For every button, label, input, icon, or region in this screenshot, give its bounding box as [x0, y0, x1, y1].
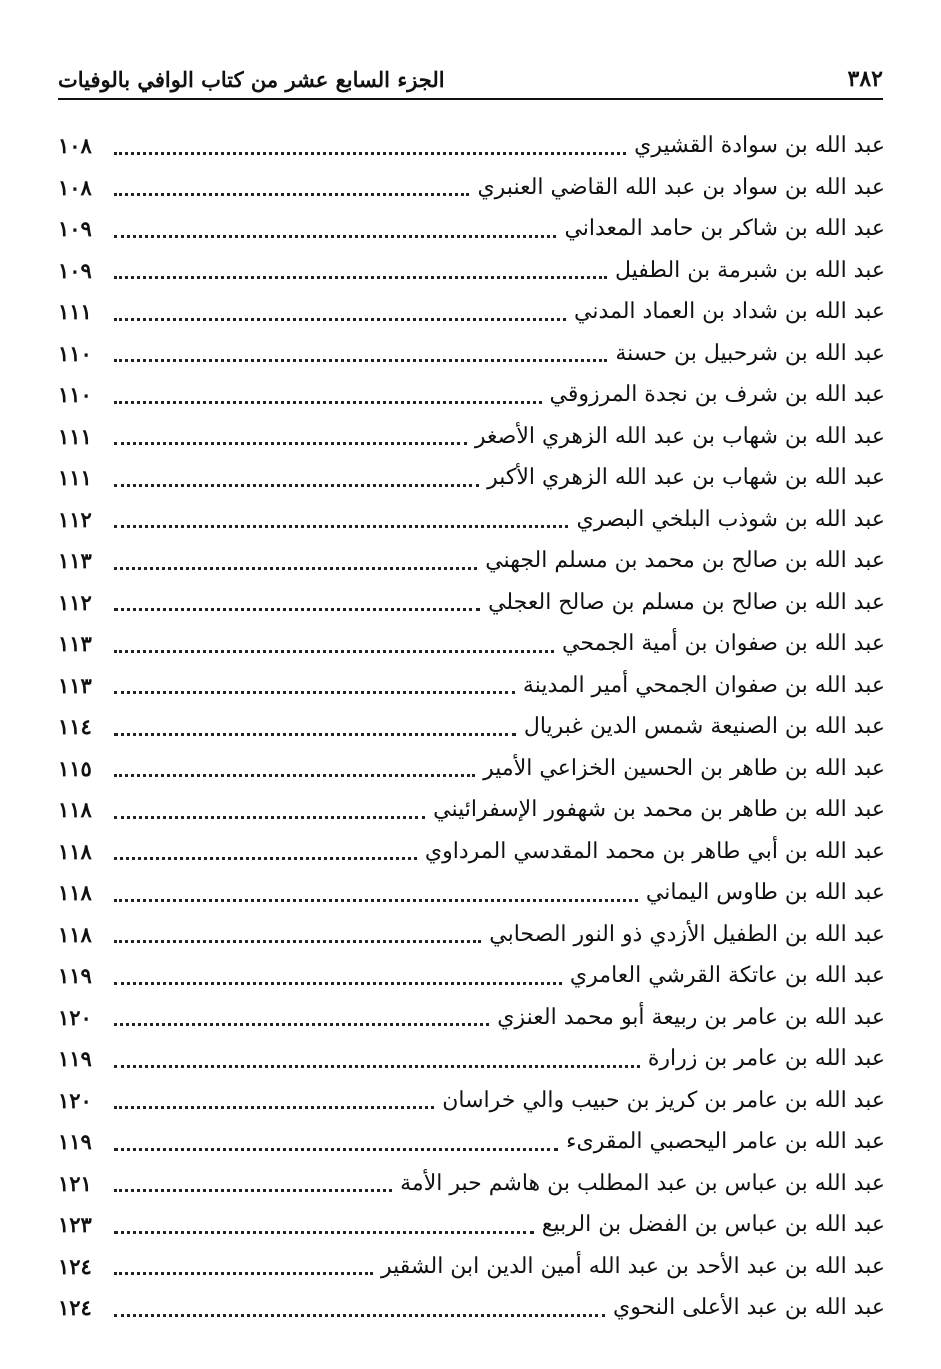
- entry-page-number: ١١٩: [58, 963, 92, 989]
- page-number: ٣٨٢: [847, 66, 883, 92]
- dot-leader: [114, 192, 469, 196]
- index-entry: [58, 1287, 885, 1329]
- entry-page-number: ١١٩: [58, 1046, 92, 1072]
- entry-title: عبد الله بن عباس بن الفضل بن الربيع: [541, 1212, 885, 1238]
- entry-page-number: ١١٥: [58, 755, 92, 781]
- entry-title: عبد الله بن طاهر بن الحسين الخزاعي الأمير: [483, 755, 885, 781]
- entry-page-number: ١٢٠: [58, 1087, 92, 1113]
- index-entry: [58, 872, 885, 914]
- entry-page-number: ١١٨: [58, 921, 92, 947]
- index-entry: [58, 333, 885, 375]
- entry-page-number: ١١١: [58, 299, 92, 325]
- index-entry: [58, 374, 885, 416]
- dot-leader: [114, 690, 515, 694]
- index-entry: [58, 831, 885, 873]
- index-entry: [58, 748, 885, 790]
- entry-title: عبد الله بن شاكر بن حامد المعداني: [564, 216, 885, 242]
- dot-leader: [114, 1064, 640, 1068]
- entry-title: عبد الله بن شهاب بن عبد الله الزهري الأصغر: [474, 423, 885, 449]
- entry-page-number: ١٢١: [58, 1170, 92, 1196]
- entry-title: عبد الله بن عاتكة القرشي العامري: [569, 963, 885, 989]
- dot-leader: [114, 275, 607, 279]
- entry-page-number: ١٢٤: [58, 1253, 92, 1279]
- index-entry: [58, 250, 885, 292]
- entry-page-number: ١١٨: [58, 838, 92, 864]
- index-entry: [58, 499, 885, 541]
- dot-leader: [114, 981, 562, 985]
- index-entry: [58, 1246, 885, 1288]
- dot-leader: [114, 607, 480, 611]
- index-entry: [58, 665, 885, 707]
- entry-title: عبد الله بن عامر بن كريز بن حبيب والي خراسان: [442, 1087, 885, 1113]
- entry-title: عبد الله بن شرحبيل بن حسنة: [615, 340, 885, 366]
- entry-title: عبد الله بن شرف بن نجدة المرزوقي: [549, 382, 885, 408]
- dot-leader: [114, 1271, 373, 1275]
- dot-leader: [114, 1147, 558, 1151]
- entry-page-number: ١١٢: [58, 589, 92, 615]
- dot-leader: [114, 151, 626, 155]
- dot-leader: [114, 566, 477, 570]
- dot-leader: [114, 856, 417, 860]
- dot-leader: [114, 939, 481, 943]
- index-entry: [58, 208, 885, 250]
- entry-title: عبد الله بن شبرمة بن الطفيل: [615, 257, 885, 283]
- entry-title: عبد الله بن الطفيل الأزدي ذو النور الصحابي: [489, 921, 885, 947]
- entry-page-number: ١٠٨: [58, 174, 92, 200]
- entry-title: عبد الله بن أبي طاهر بن محمد المقدسي المرداوي: [424, 838, 885, 864]
- entry-page-number: ١١٣: [58, 631, 92, 657]
- entry-page-number: ١١٨: [58, 880, 92, 906]
- dot-leader: [114, 358, 607, 362]
- index-entry: [58, 955, 885, 997]
- dot-leader: [114, 898, 638, 902]
- dot-leader: [114, 1188, 392, 1192]
- index-entry: [58, 540, 885, 582]
- entry-page-number: ١١٢: [58, 506, 92, 532]
- entry-title: عبد الله بن عامر اليحصبي المقرىء: [566, 1129, 885, 1155]
- index-entry: [58, 997, 885, 1039]
- entry-page-number: ١١٣: [58, 672, 92, 698]
- dot-leader: [114, 234, 556, 238]
- entry-page-number: ١١٣: [58, 548, 92, 574]
- page-header: [58, 58, 883, 100]
- entry-title: عبد الله بن صفوان بن أمية الجمحي: [562, 631, 885, 657]
- dot-leader: [114, 1105, 434, 1109]
- dot-leader: [114, 815, 425, 819]
- entry-page-number: ١٢٠: [58, 1004, 92, 1030]
- entry-page-number: ١١٨: [58, 797, 92, 823]
- index-entry: [58, 291, 885, 333]
- entry-page-number: ١١٩: [58, 1129, 92, 1155]
- entry-title: عبد الله بن عامر بن ربيعة أبو محمد العنزي: [497, 1004, 885, 1030]
- index-entry: [58, 582, 885, 624]
- entry-page-number: ١١١: [58, 465, 92, 491]
- index-entry: [58, 1163, 885, 1205]
- entry-title: عبد الله بن عباس بن عبد المطلب بن هاشم حبر الأمة: [400, 1170, 885, 1196]
- index-entry: [58, 1204, 885, 1246]
- index-entry: [58, 167, 885, 209]
- entry-title: عبد الله بن صفوان الجمحي أمير المدينة: [522, 672, 885, 698]
- entry-title: عبد الله بن صالح بن محمد بن مسلم الجهني: [485, 548, 885, 574]
- entry-page-number: ١٢٣: [58, 1212, 92, 1238]
- entry-page-number: ١١٠: [58, 382, 92, 408]
- entry-title: عبد الله بن شداد بن العماد المدني: [574, 299, 885, 325]
- entry-title: عبد الله بن سواد بن عبد الله القاضي العنبري: [477, 174, 885, 200]
- entry-title: عبد الله بن صالح بن مسلم بن صالح العجلي: [488, 589, 885, 615]
- index-entry: [58, 706, 885, 748]
- entry-title: عبد الله بن شهاب بن عبد الله الزهري الأكبر: [487, 465, 885, 491]
- index-list: [58, 125, 885, 1329]
- entry-page-number: ١١٤: [58, 714, 92, 740]
- entry-page-number: ١٢٤: [58, 1295, 92, 1321]
- entry-title: عبد الله بن طاهر بن محمد بن شهفور الإسفرائيني: [433, 797, 885, 823]
- entry-title: عبد الله بن شوذب البلخي البصري: [576, 506, 885, 532]
- index-entry: [58, 416, 885, 458]
- dot-leader: [114, 732, 516, 736]
- entry-title: عبد الله بن طاوس اليماني: [645, 880, 885, 906]
- dot-leader: [114, 1313, 605, 1317]
- index-entry: [58, 1080, 885, 1122]
- dot-leader: [114, 773, 475, 777]
- dot-leader: [114, 524, 568, 528]
- index-entry: [58, 457, 885, 499]
- running-title: الجزء السابع عشر من كتاب الوافي بالوفيات: [58, 67, 445, 92]
- index-entry: [58, 125, 885, 167]
- dot-leader: [114, 317, 566, 321]
- entry-page-number: ١٠٩: [58, 257, 92, 283]
- entry-page-number: ١١٠: [58, 340, 92, 366]
- dot-leader: [114, 1230, 534, 1234]
- entry-page-number: ١٠٩: [58, 216, 92, 242]
- entry-page-number: ١٠٨: [58, 133, 92, 159]
- entry-title: عبد الله بن عبد الأحد بن عبد الله أمين الدين ابن الشقير: [380, 1253, 885, 1279]
- entry-title: عبد الله بن عامر بن زرارة: [647, 1046, 885, 1072]
- dot-leader: [114, 400, 542, 404]
- entry-page-number: ١١١: [58, 423, 92, 449]
- index-entry: [58, 1038, 885, 1080]
- entry-title: عبد الله بن سوادة القشيري: [634, 133, 885, 159]
- dot-leader: [114, 441, 467, 445]
- dot-leader: [114, 649, 554, 653]
- index-entry: [58, 914, 885, 956]
- dot-leader: [114, 1022, 489, 1026]
- index-entry: [58, 1121, 885, 1163]
- dot-leader: [114, 483, 479, 487]
- entry-title: عبد الله بن الصنيعة شمس الدين غبريال: [523, 714, 885, 740]
- entry-title: عبد الله بن عبد الأعلى النحوي: [612, 1295, 885, 1321]
- index-entry: [58, 623, 885, 665]
- index-entry: [58, 789, 885, 831]
